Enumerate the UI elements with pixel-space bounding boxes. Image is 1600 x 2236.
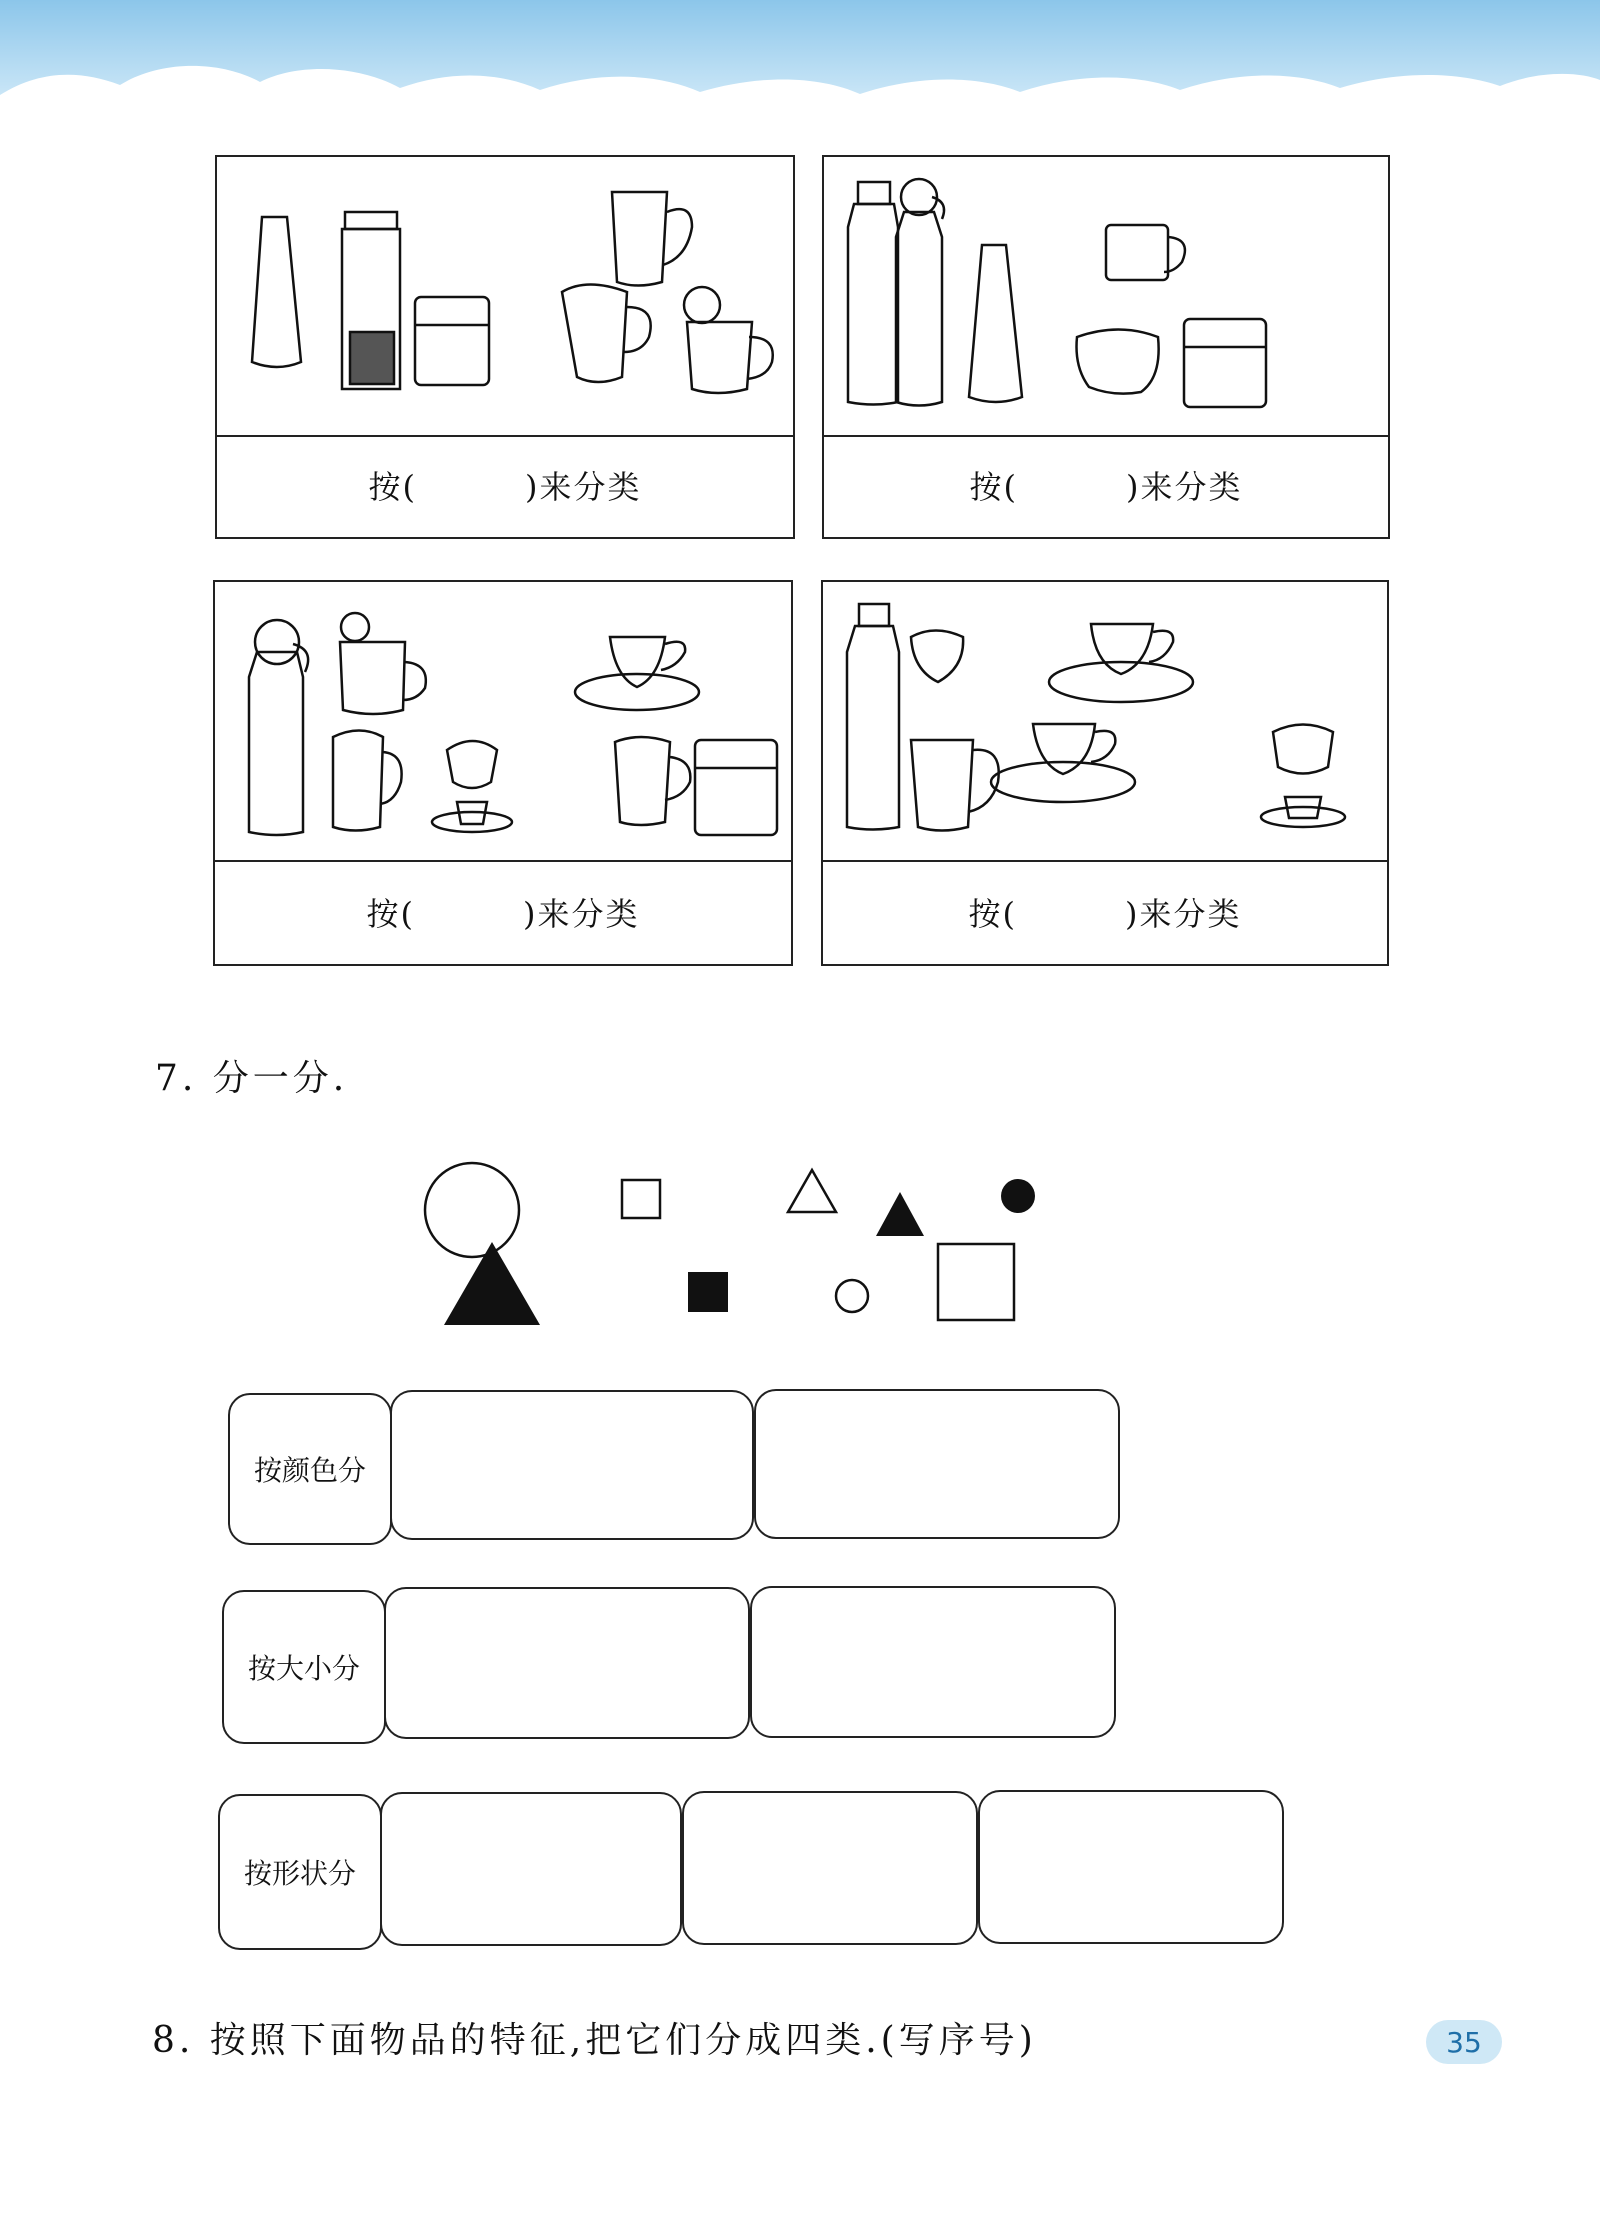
page-number: 35 xyxy=(1426,2020,1502,2064)
classify-panel-3 xyxy=(213,580,793,966)
caption-prefix: 按( xyxy=(969,468,1018,506)
shape-group-3-box[interactable] xyxy=(978,1790,1284,1944)
shape-group-2-box[interactable] xyxy=(682,1791,978,1945)
row-label-color: 按颜色分 xyxy=(228,1393,392,1545)
question-7-title: 7. 分一分. xyxy=(155,1058,349,1099)
size-group-1-box[interactable] xyxy=(384,1587,750,1739)
classify-panel-4 xyxy=(821,580,1389,966)
small-black-circle xyxy=(1001,1179,1035,1213)
shape-group-1-box[interactable] xyxy=(380,1792,682,1946)
panel-3-caption xyxy=(215,860,791,964)
color-group-2-box[interactable] xyxy=(754,1389,1120,1539)
color-group-1-box[interactable] xyxy=(390,1390,754,1540)
large-white-square xyxy=(938,1244,1014,1320)
question-8-title: 8. 按照下面物品的特征,把它们分成四类.(写序号) xyxy=(152,2020,1037,2061)
panel-2-illustration xyxy=(824,157,1388,437)
size-group-2-box[interactable] xyxy=(750,1586,1116,1738)
panel-1-illustration xyxy=(217,157,793,437)
shapes-figure xyxy=(400,1150,1100,1350)
panel-4-illustration xyxy=(823,582,1387,862)
sky-banner xyxy=(0,0,1600,120)
small-white-triangle xyxy=(788,1170,836,1212)
caption-prefix: 按( xyxy=(968,895,1017,933)
panel-4-caption xyxy=(823,860,1387,964)
small-white-square xyxy=(622,1180,660,1218)
caption-prefix: 按( xyxy=(368,468,417,506)
classify-panel-2 xyxy=(822,155,1390,539)
caption-suffix: )来分类 xyxy=(1126,468,1243,506)
small-white-circle xyxy=(836,1280,868,1312)
classify-panel-1 xyxy=(215,155,795,539)
panel-1-caption xyxy=(217,433,793,537)
caption-prefix: 按( xyxy=(366,895,415,933)
caption-suffix: )来分类 xyxy=(1125,895,1242,933)
panel-2-caption xyxy=(824,433,1388,537)
panel-3-illustration xyxy=(215,582,791,862)
caption-suffix: )来分类 xyxy=(523,895,640,933)
large-white-circle xyxy=(425,1163,519,1257)
small-black-square xyxy=(688,1272,728,1312)
row-label-shape: 按形状分 xyxy=(218,1794,382,1950)
caption-suffix: )来分类 xyxy=(525,468,642,506)
row-label-size: 按大小分 xyxy=(222,1590,386,1744)
small-black-triangle xyxy=(876,1192,924,1236)
